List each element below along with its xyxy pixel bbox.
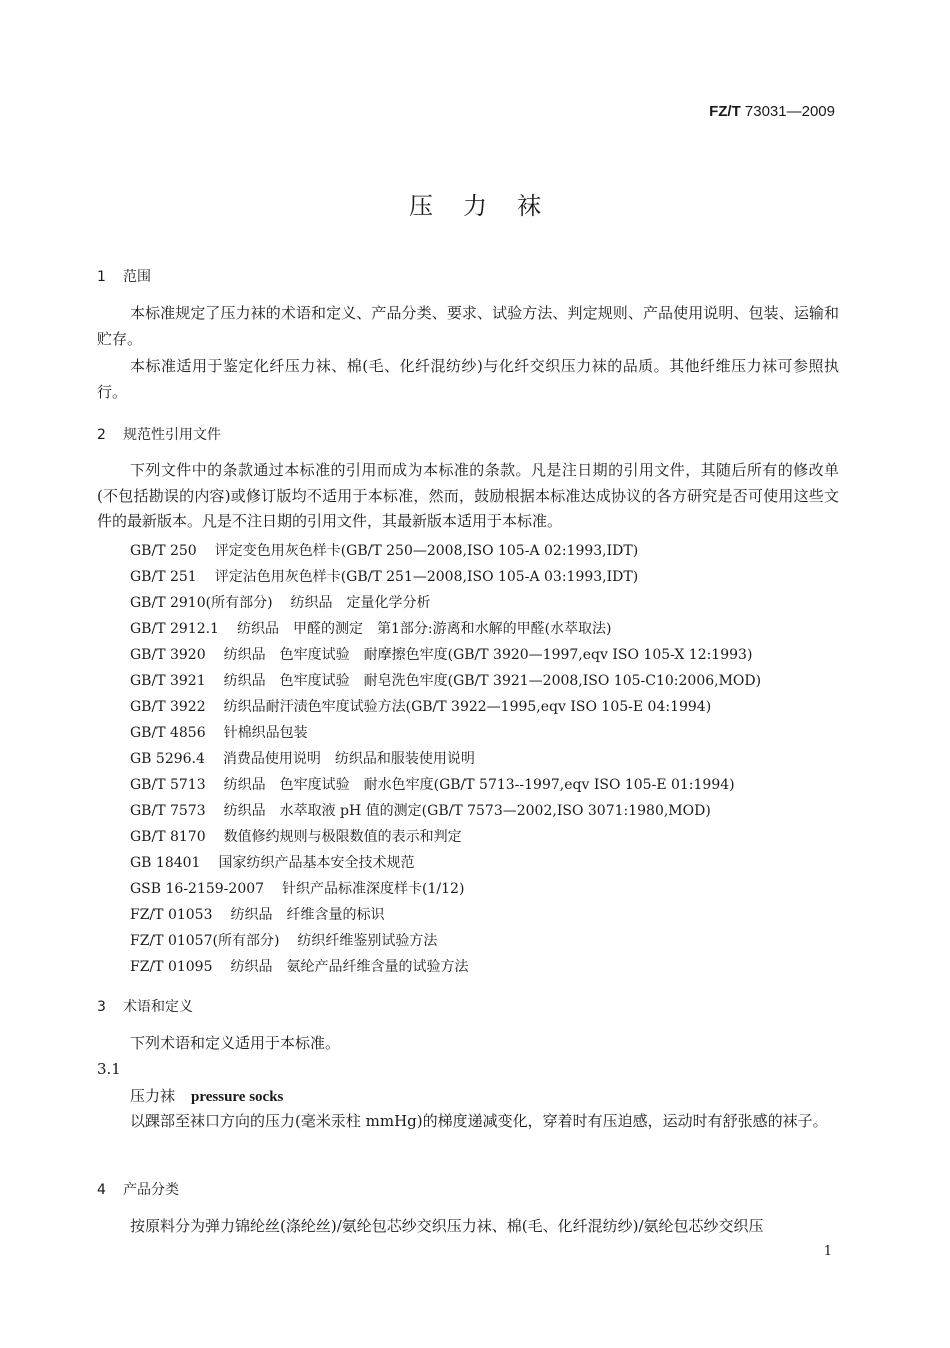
reference-item — [130, 722, 308, 742]
reference-code: GB 18401 — [130, 855, 201, 871]
reference-code: FZ/T 01053 — [130, 907, 213, 923]
reference-item — [130, 540, 638, 560]
reference-code: GB 5296.4 — [130, 751, 205, 767]
section-title: 范围 — [123, 269, 151, 285]
reference-item — [130, 852, 414, 872]
reference-text: 纺织品 水萃取液 pH 值的测定(GB/T 7573—2002,ISO 3071:1980,MOD) — [223, 803, 711, 819]
section-number: 3 — [97, 999, 106, 1015]
section-number: 2 — [97, 427, 106, 443]
reference-text: 评定沾色用灰色样卡(GB/T 251—2008,ISO 105-A 03:1993,IDT) — [214, 569, 639, 585]
reference-code: GB/T 3921 — [130, 673, 206, 689]
reference-text: 纺织品 纤维含量的标识 — [230, 907, 385, 923]
reference-code: GSB 16-2159-2007 — [130, 881, 265, 897]
section-1-paragraph-1: 本标准规定了压力袜的术语和定义、产品分类、要求、试验方法、判定规则、产品使用说明、包装、运输和贮存。 — [97, 304, 839, 348]
reference-text: 针织产品标准深度样卡(1/12) — [282, 881, 465, 897]
reference-code: GB/T 3922 — [130, 699, 206, 715]
reference-item — [130, 670, 761, 690]
reference-item — [130, 618, 612, 638]
document-title: 压力袜 — [409, 192, 571, 220]
term-entry — [130, 1085, 283, 1106]
section-title: 术语和定义 — [123, 999, 193, 1015]
section-title: 产品分类 — [123, 1182, 179, 1198]
reference-text: 纺织品 定量化学分析 — [290, 595, 431, 611]
section-1-paragraph-2: 本标准适用于鉴定化纤压力袜、棉(毛、化纤混纺纱)与化纤交织压力袜的品质。其他纤维压力袜可参照执行。 — [97, 357, 839, 401]
reference-code: GB/T 7573 — [130, 803, 206, 819]
reference-item — [130, 644, 752, 664]
section-3-heading — [97, 996, 193, 1016]
reference-text: 纺织品 色牢度试验 耐水色牢度(GB/T 5713--1997,eqv ISO 105-E 01:1994) — [223, 777, 735, 793]
standard-code-number: 73031—2009 — [744, 103, 835, 120]
reference-item — [130, 566, 638, 586]
reference-item — [130, 904, 384, 924]
reference-text: 消费品使用说明 纺织品和服装使用说明 — [222, 751, 475, 767]
reference-code: GB/T 5713 — [130, 777, 206, 793]
reference-text: 纺织品 氨纶产品纤维含量的试验方法 — [230, 959, 469, 975]
reference-text: 纺织品 色牢度试验 耐皂洗色牢度(GB/T 3921—2008,ISO 105-C10:2006,MOD) — [223, 673, 762, 689]
section-4-heading — [97, 1179, 179, 1199]
term-chinese: 压力袜 — [130, 1087, 176, 1105]
reference-code: GB/T 3920 — [130, 647, 206, 663]
section-4-paragraph-1: 按原料分为弹力锦纶丝(涤纶丝)/氨纶包芯纱交织压力袜、棉(毛、化纤混纺纱)/氨纶包芯纱交织压 — [130, 1217, 764, 1235]
reference-item — [130, 748, 475, 768]
reference-item — [130, 800, 711, 820]
reference-item — [130, 878, 464, 898]
section-2-heading — [97, 424, 221, 444]
term-number: 3.1 — [97, 1060, 121, 1078]
standard-code-prefix: FZ/T — [709, 103, 741, 120]
reference-item — [130, 930, 437, 950]
reference-item — [130, 592, 431, 612]
reference-text: 纺织品 甲醛的测定 第1部分:游离和水解的甲醛(水萃取法) — [236, 621, 612, 637]
reference-code: GB/T 251 — [130, 569, 197, 585]
reference-code: GB/T 2912.1 — [130, 621, 219, 637]
standard-code — [709, 103, 835, 120]
reference-item — [130, 774, 735, 794]
section-2-paragraph-1: 下列文件中的条款通过本标准的引用而成为本标准的条款。凡是注日期的引用文件，其随后所有的修改单(不包括勘误的内容)或修订版均不适用于本标准，然而，鼓励根据本标准达成协议的各方研究是否可使用这些文件的最新版本。凡是不注日期的引用文件，其最新版本适用于本标准。 — [97, 461, 839, 530]
reference-text: 纺织纤维鉴别试验方法 — [297, 933, 438, 949]
reference-item — [130, 826, 462, 846]
reference-text: 纺织品 色牢度试验 耐摩擦色牢度(GB/T 3920—1997,eqv ISO 105-X 12:1993) — [223, 647, 753, 663]
reference-text: 国家纺织产品基本安全技术规范 — [218, 855, 415, 871]
reference-text: 评定变色用灰色样卡(GB/T 250—2008,ISO 105-A 02:1993,IDT) — [214, 543, 639, 559]
page-number: 1 — [823, 1244, 832, 1259]
reference-code: GB/T 8170 — [130, 829, 206, 845]
reference-code: GB/T 2910(所有部分) — [130, 595, 273, 611]
reference-code: FZ/T 01057(所有部分) — [130, 933, 280, 949]
reference-text: 纺织品耐汗渍色牢度试验方法(GB/T 3922—1995,eqv ISO 105-E 04:1994) — [223, 699, 712, 715]
term-definition: 以踝部至袜口方向的压力(毫米汞柱 mmHg)的梯度递减变化，穿着时有压迫感，运动时有舒张感的袜子。 — [130, 1112, 828, 1130]
reference-item — [130, 696, 711, 716]
reference-code: GB/T 4856 — [130, 725, 206, 741]
reference-item — [130, 956, 468, 976]
reference-text: 针棉织品包装 — [223, 725, 308, 741]
reference-code: FZ/T 01095 — [130, 959, 213, 975]
reference-code: GB/T 250 — [130, 543, 197, 559]
section-number: 4 — [97, 1182, 106, 1198]
term-english: pressure socks — [191, 1089, 284, 1105]
reference-text: 数值修约规则与极限数值的表示和判定 — [223, 829, 462, 845]
section-1-heading — [97, 266, 151, 286]
section-title: 规范性引用文件 — [123, 427, 221, 443]
section-3-paragraph-1: 下列术语和定义适用于本标准。 — [130, 1034, 341, 1052]
section-number: 1 — [97, 269, 106, 285]
